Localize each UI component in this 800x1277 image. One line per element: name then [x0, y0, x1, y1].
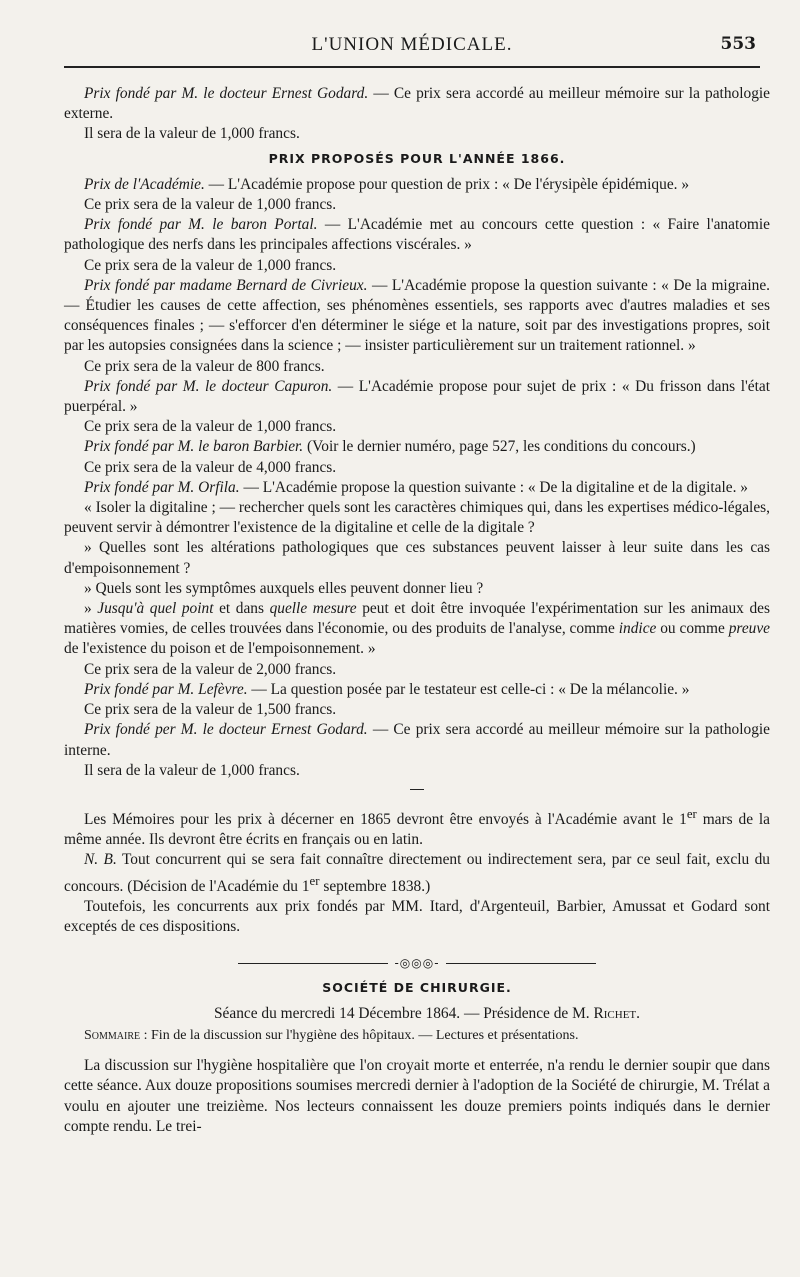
paragraph-civrieux: Prix fondé par madame Bernard de Civrieux. — L'Académie propose la question suivante : « De la migraine. — Étudier les causes de cette affection, ses phénomènes essentiels, ses rapports avec d'autres maladies et ses conséquences finales ; — s'efforcer d'en déterminer le siége et la nature, soit par des investigations propres, soit par les autopsies consignées dans la science ; — insister particulièrement sur un traitement rationnel. »: [64, 276, 770, 355]
prize-label: Prix de l'Académie.: [84, 175, 205, 193]
page-body: [64, 84, 770, 1137]
paragraph-memoires: Les Mémoires pour les prix à décerner en 1865 devront être envoyés à l'Académie avant le 1er mars de la même année. Ils devront être écrits en français ou en latin.: [64, 806, 771, 849]
paragraph-orfila: Prix fondé par M. Orfila. — L'Académie propose la question suivante : « De la digitaline et de la digitale. »: [84, 478, 748, 496]
paragraph-discussion: La discussion sur l'hygiène hospitalière que l'on croyait morte et enterrée, n'a rendu le dernier soupir que dans cette séance. Aux douze propositions soumises mercredi dernier à l'adoption de la Société de chirurgie, M. Trélat a voulu en ajouter une treizième. Nos lecteurs connaissent les douze premiers points indiqués dans le dernier compte rendu. Le trei-: [64, 1057, 770, 1135]
prize-label: Prix fondé par madame Bernard de Civrieux.: [84, 276, 368, 294]
prize-label: Prix fondé par M. le baron Barbier.: [84, 438, 304, 456]
orfila-question-1: « Isoler la digitaline ; — rechercher quels sont les caractères chimiques qui, dans les expertises médico-légales, peuvent servir à démontrer l'existence de la digitaline et celle de la digitale ?: [64, 499, 770, 537]
section-heading-societe: SOCIÉTÉ DE CHIRURGIE.: [322, 979, 512, 995]
prize-label: Prix fondé per M. le docteur Ernest Godard.: [84, 721, 368, 739]
prize-value: Il sera de la valeur de 1,000 francs.: [84, 125, 300, 143]
paragraph-godard-externe: Prix fondé par M. le docteur Ernest Godard. — Ce prix sera accordé au meilleur mémoire sur la pathologie externe.: [64, 85, 771, 123]
paragraph-nota-bene: N. B. Tout concurrent qui se sera fait connaître directement ou indirectement sera, par ce seul fait, exclu du concours. (Décision de l'Académie du 1er septembre 1838.): [64, 851, 770, 895]
header-rule: [64, 66, 760, 68]
orfila-question-3: » Quels sont les symptômes auxquels elles peuvent donner lieu ?: [84, 579, 484, 597]
ornament-divider: [64, 953, 770, 973]
paragraph-capuron: Prix fondé par M. le docteur Capuron. — L'Académie propose pour sujet de prix : « Du frisson dans l'état puerpéral. »: [64, 377, 770, 416]
page-number: 553: [720, 34, 756, 54]
prize-value: Ce prix sera de la valeur de 4,000 francs.: [84, 458, 337, 476]
prize-label: Prix fondé par M. le baron Portal.: [84, 216, 318, 234]
orfila-question-2: » Quelles sont les altérations pathologiques que ces substances peuvent laisser à leur suite dans les cas d'empoisonnement ?: [64, 539, 770, 577]
prize-value: Ce prix sera de la valeur de 1,500 francs.: [84, 701, 337, 719]
separator-rule: [410, 789, 424, 790]
page-header: [64, 34, 760, 64]
paragraph-barbier: Prix fondé par M. le baron Barbier. (Voir le dernier numéro, page 527, les conditions du concours.): [84, 438, 696, 456]
prize-value: Ce prix sera de la valeur de 1,000 francs.: [84, 256, 337, 274]
running-title: L'UNION MÉDICALE.: [311, 34, 513, 55]
ornament-line-right: [446, 963, 596, 964]
prize-label: Prix fondé par M. le docteur Ernest Godard.: [84, 85, 369, 102]
paragraph-lefevre: Prix fondé par M. Lefèvre. — La question posée par le testateur est celle-ci : « De la mélancolie. »: [84, 680, 690, 698]
prize-value: Ce prix sera de la valeur de 2,000 francs.: [84, 660, 337, 678]
prize-label: Prix fondé par M. Lefèvre.: [84, 680, 248, 698]
ornament-icon: -◎◎◎-: [394, 956, 440, 971]
paragraph-academie: Prix de l'Académie. — L'Académie propose pour question de prix : « De l'érysipèle épidémique. »: [84, 175, 690, 193]
orfila-question-4: » Jusqu'à quel point et dans quelle mesure peut et doit être invoquée l'expérimentation sur les animaux des matières vomies, de celles trouvées dans l'économie, ou des produits de l'analyse, comme indice ou comme preuve de l'existence du poison et de l'empoisonnement. »: [64, 600, 771, 658]
prize-label: Prix fondé par M. Orfila.: [84, 478, 240, 496]
seance-line: Séance du mercredi 14 Décembre 1864. — Présidence de M. Richet.: [213, 1004, 640, 1022]
prize-value: Ce prix sera de la valeur de 800 francs.: [84, 357, 325, 375]
prize-label: Prix fondé par M. le docteur Capuron.: [84, 377, 333, 395]
prize-value: Ce prix sera de la valeur de 1,000 francs.: [84, 196, 337, 214]
prize-value: Ce prix sera de la valeur de 1,000 francs.: [84, 418, 337, 436]
ornament-line-left: [238, 963, 388, 964]
section-heading-1866: PRIX PROPOSÉS POUR L'ANNÉE 1866.: [268, 150, 566, 166]
summary-line: Sommaire : Fin de la discussion sur l'hygiène des hôpitaux. — Lectures et présentations.: [84, 1027, 579, 1043]
paragraph-exceptions: Toutefois, les concurrents aux prix fondés par MM. Itard, d'Argenteuil, Barbier, Amussat et Godard sont exceptés de ces dispositions.: [64, 897, 770, 936]
prize-value: Il sera de la valeur de 1,000 francs.: [84, 761, 300, 779]
paragraph-godard-interne: Prix fondé per M. le docteur Ernest Godard. — Ce prix sera accordé au meilleur mémoire sur la pathologie interne.: [64, 721, 770, 759]
paragraph-portal: Prix fondé par M. le baron Portal. — L'Académie met au concours cette question : « Faire l'anatomie pathologique des nerfs dans les principales affections viscérales. »: [64, 216, 771, 254]
